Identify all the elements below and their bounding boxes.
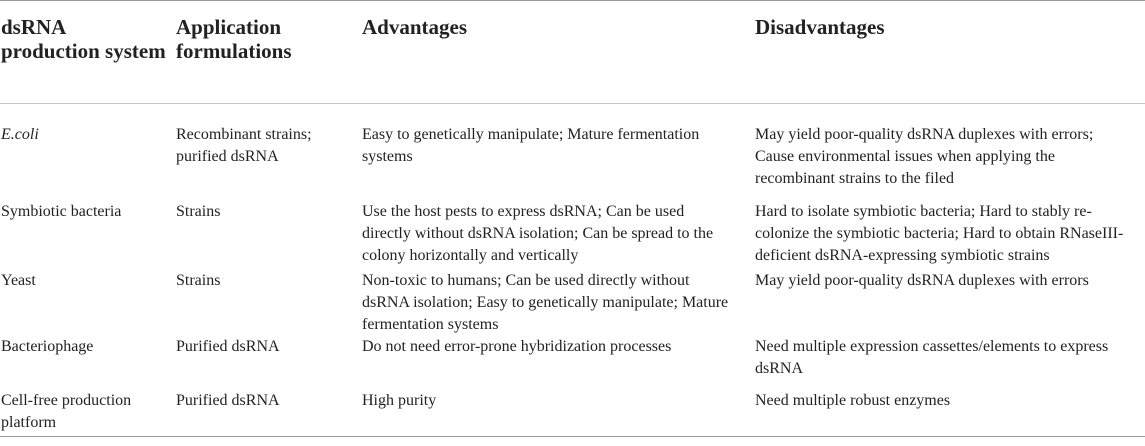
cell-disadvantages bbox=[755, 336, 1145, 390]
cell-advantages bbox=[362, 336, 755, 390]
cell-system-text: Yeast bbox=[1, 272, 36, 289]
cell-advantages-text: Do not need error-prone hybridization processes bbox=[362, 338, 672, 355]
header-row bbox=[0, 1, 1145, 104]
cell-formulations-text: Recombinant strains; purified dsRNA bbox=[176, 126, 312, 165]
cell-disadvantages bbox=[755, 267, 1145, 336]
cell-disadvantages-text: May yield poor-quality dsRNA duplexes with errors; Cause environmental issues when applying the recombinant strains to the filed bbox=[755, 126, 1094, 187]
cell-disadvantages-text: Need multiple robust enzymes bbox=[755, 392, 951, 409]
cell-system bbox=[0, 336, 176, 390]
cell-system-text: Bacteriophage bbox=[1, 338, 94, 355]
cell-formulations-text: Purified dsRNA bbox=[176, 392, 280, 409]
cell-system-text: Symbiotic bacteria bbox=[1, 203, 122, 220]
cell-formulations bbox=[176, 336, 362, 390]
cell-advantages-text: Use the host pests to express dsRNA; Can be used directly without dsRNA isolation; Can be spread to the colony horizontally and vertically bbox=[362, 203, 714, 264]
cell-advantages bbox=[362, 390, 755, 437]
cell-advantages bbox=[362, 267, 755, 336]
cell-formulations bbox=[176, 104, 362, 199]
cell-advantages bbox=[362, 104, 755, 199]
cell-advantages bbox=[362, 198, 755, 267]
header-disadvantages-label: Disadvantages bbox=[755, 15, 885, 39]
cell-formulations bbox=[176, 390, 362, 437]
table-header bbox=[0, 1, 1145, 104]
cell-advantages-text: Non-toxic to humans; Can be used directly without dsRNA isolation; Easy to genetically manipulate; Mature fermentation systems bbox=[362, 272, 729, 333]
cell-disadvantages bbox=[755, 390, 1145, 437]
cell-formulations-text: Strains bbox=[176, 272, 221, 289]
cell-disadvantages bbox=[755, 198, 1145, 267]
cell-system bbox=[0, 198, 176, 267]
header-advantages-label: Advantages bbox=[362, 15, 468, 39]
header-disadvantages bbox=[755, 1, 1145, 104]
cell-system bbox=[0, 104, 176, 199]
cell-formulations bbox=[176, 198, 362, 267]
cell-advantages-text: High purity bbox=[362, 392, 437, 409]
cell-system-text: E.coli bbox=[1, 126, 39, 143]
cell-advantages-text: Easy to genetically manipulate; Mature fermentation systems bbox=[362, 126, 700, 165]
table-row bbox=[0, 390, 1145, 437]
cell-system-text: Cell-free production platform bbox=[1, 392, 132, 431]
cell-system bbox=[0, 390, 176, 437]
table-row bbox=[0, 267, 1145, 336]
cell-disadvantages-text: May yield poor-quality dsRNA duplexes with errors bbox=[755, 272, 1089, 289]
cell-formulations-text: Strains bbox=[176, 203, 221, 220]
cell-system bbox=[0, 267, 176, 336]
cell-formulations-text: Purified dsRNA bbox=[176, 338, 280, 355]
table-body bbox=[0, 104, 1145, 437]
table-row bbox=[0, 104, 1145, 199]
cell-disadvantages-text: Hard to isolate symbiotic bacteria; Hard to stably re-colonize the symbiotic bacteria; Hard to obtain RNaseIII-deficient dsRNA-expressing symbiotic strains bbox=[755, 203, 1124, 264]
table-row bbox=[0, 336, 1145, 390]
header-application-formulations bbox=[176, 1, 362, 104]
header-advantages bbox=[362, 1, 755, 104]
cell-disadvantages-text: Need multiple expression cassettes/elements to express dsRNA bbox=[755, 338, 1109, 377]
table-row bbox=[0, 198, 1145, 267]
cell-disadvantages bbox=[755, 104, 1145, 199]
header-production-system-label: dsRNA production system bbox=[1, 15, 166, 63]
cell-formulations bbox=[176, 267, 362, 336]
header-production-system bbox=[0, 1, 176, 104]
header-application-formulations-label: Application formulations bbox=[176, 15, 292, 63]
